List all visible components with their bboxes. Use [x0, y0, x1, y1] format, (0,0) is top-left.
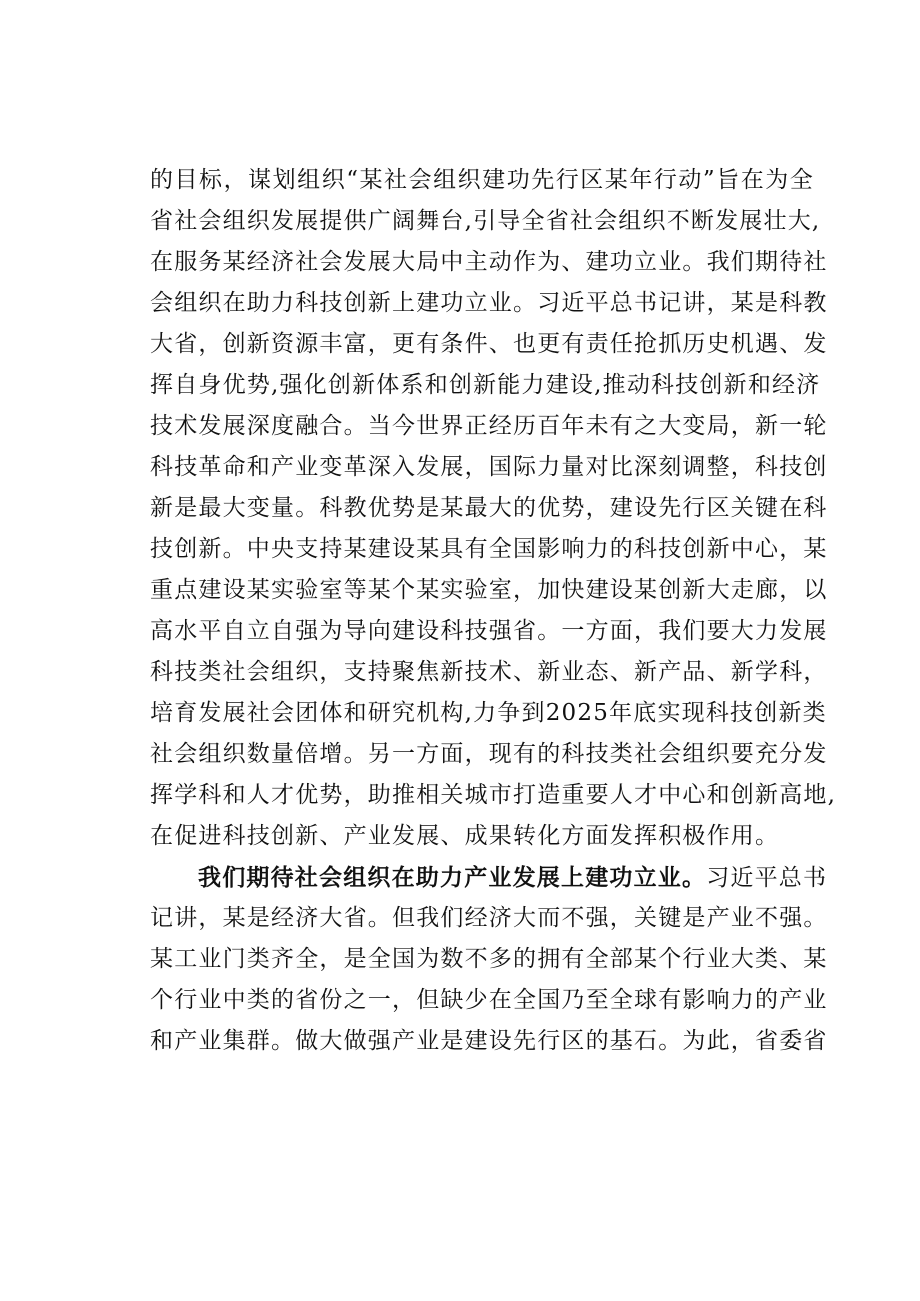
text-line: 技创新。中央支持某建设某具有全国影响力的科技创新中心，某: [150, 536, 828, 562]
text-line: 社会组织数量倍增。另一方面，现有的科技类社会组织要充分发: [150, 741, 828, 767]
text-line: 和产业集群。做大做强产业是建设先行区的基石。为此，省委省: [150, 1028, 828, 1054]
text-line: 挥自身优势,强化创新体系和创新能力建设,推动科技创新和经济: [150, 372, 821, 398]
paragraph-1: [150, 160, 837, 857]
text-line: 新是最大变量。科教优势是某最大的优势，建设先行区关键在科: [150, 495, 828, 521]
text-line: 技术发展深度融合。当今世界正经历百年未有之大变局，新一轮: [150, 413, 828, 439]
document-body: [150, 160, 837, 1062]
paragraph-2: [150, 857, 828, 1062]
text-line: 重点建设某实验室等某个某实验室，加快建设某创新大走廊，以: [150, 577, 828, 603]
text-line: 高水平自立自强为导向建设科技强省。一方面，我们要大力发展: [150, 618, 828, 644]
text-line: 在服务某经济社会发展大局中主动作为、建功立业。我们期待社: [150, 249, 828, 275]
text-line: 科技类社会组织，支持聚焦新技术、新业态、新产品、新学科，: [150, 659, 828, 685]
text-line: 在促进科技创新、产业发展、成果转化方面发挥积极作用。: [150, 823, 780, 849]
text-line: 的目标，谋划组织“某社会组织建功先行区某年行动”旨在为全: [150, 167, 814, 193]
text-line: 个行业中类的省份之一，但缺少在全国乃至全球有影响力的产业: [150, 987, 828, 1013]
paragraph-heading: 我们期待社会组织在助力产业发展上建功立业。: [198, 864, 707, 891]
text-line: 培育发展社会团体和研究机构,力争到2025年底实现科技创新类: [150, 700, 827, 726]
text-line: 会组织在助力科技创新上建功立业。习近平总书记讲，某是科教: [150, 290, 828, 316]
paragraph-first-line: [150, 857, 828, 898]
text-line: 某工业门类齐全，是全国为数不多的拥有全部某个行业大类、某: [150, 946, 828, 972]
text-line: 省社会组织发展提供广阔舞台,引导全省社会组织不断发展壮大,: [150, 208, 821, 234]
text-span: 习近平总书: [706, 865, 828, 891]
text-line: 科技革命和产业变革深入发展，国际力量对比深刻调整，科技创: [150, 454, 828, 480]
text-line: 记讲，某是经济大省。但我们经济大而不强，关键是产业不强。: [150, 905, 828, 931]
text-line: 大省，创新资源丰富，更有条件、也更有责任抢抓历史机遇、发: [150, 331, 828, 357]
text-line: 挥学科和人才优势，助推相关城市打造重要人才中心和创新高地,: [150, 782, 837, 808]
